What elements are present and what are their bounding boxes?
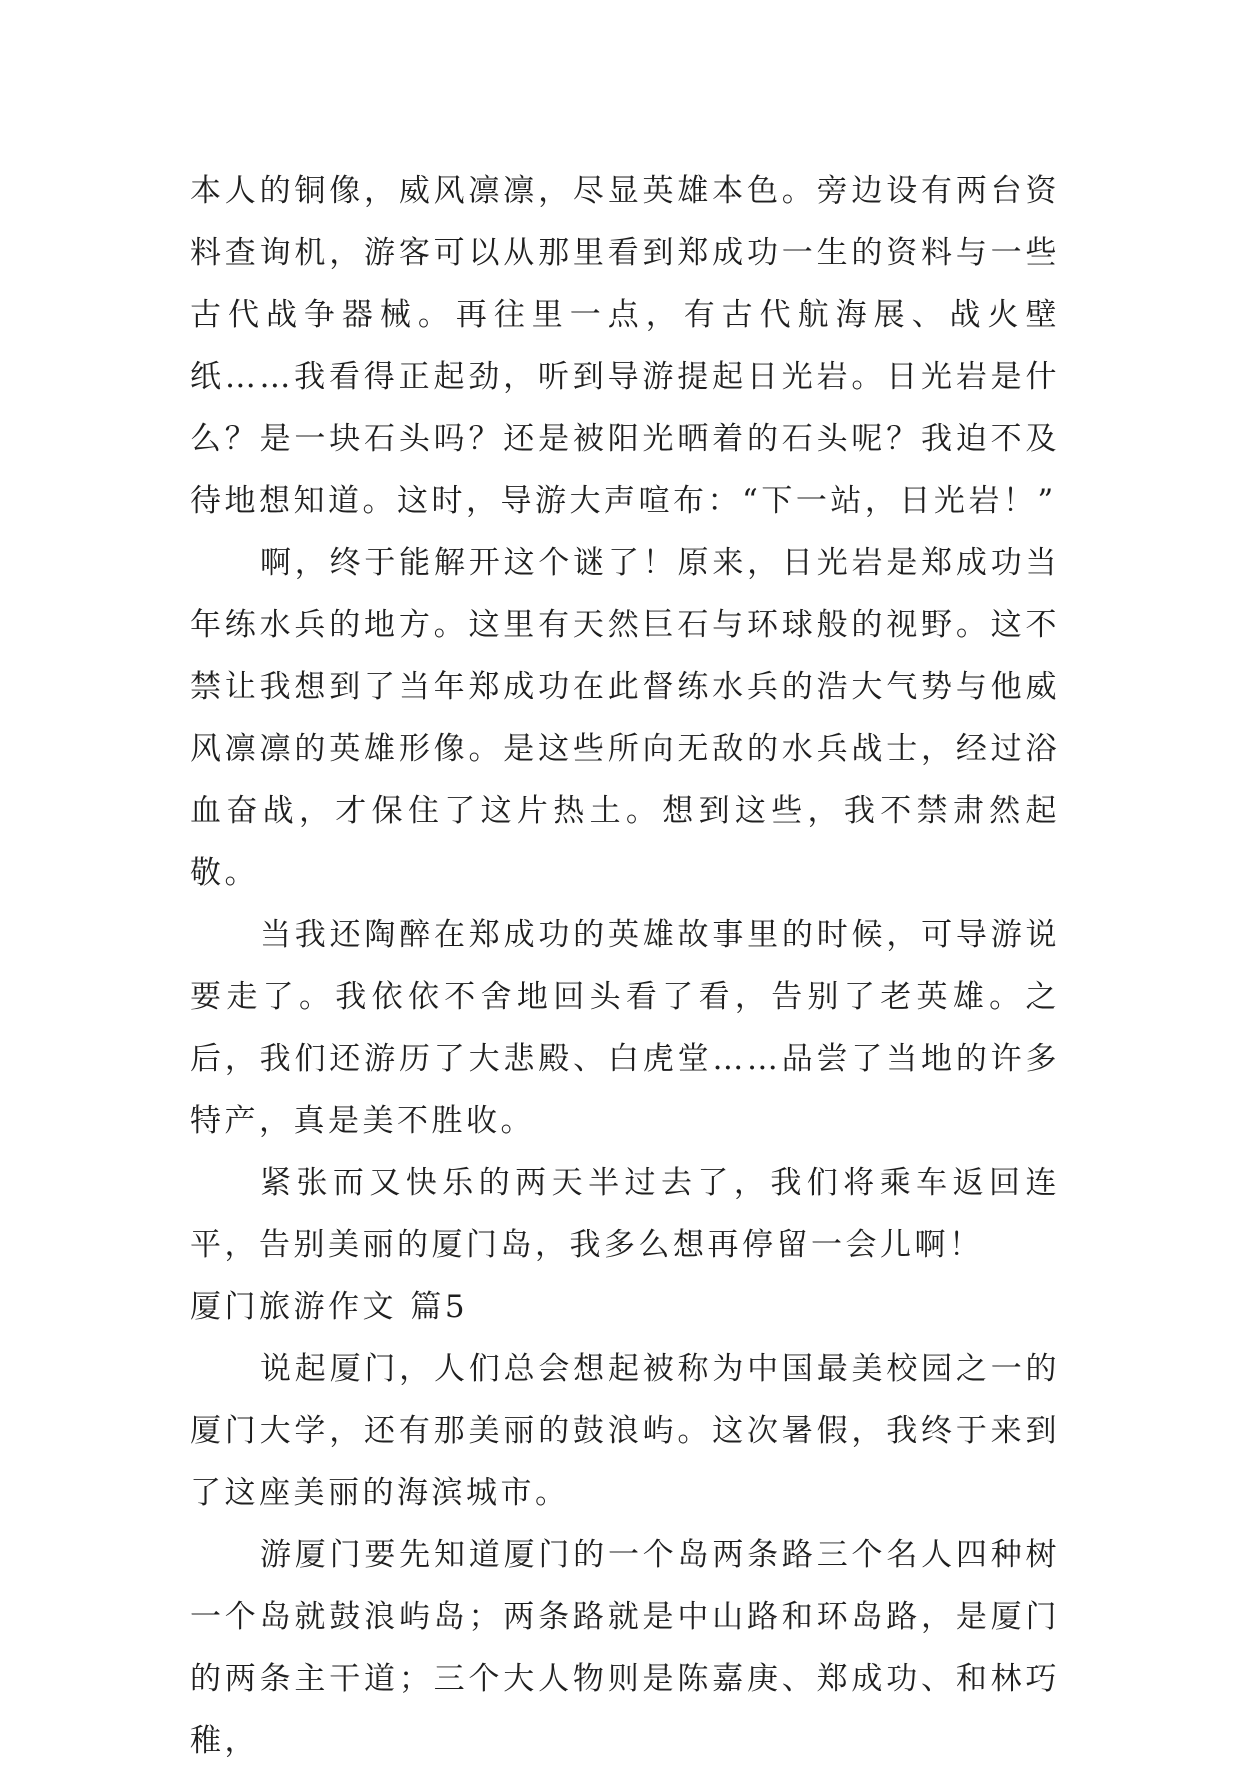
section-heading: 厦门旅游作文 篇5 (190, 1289, 469, 1325)
paragraph-2: 啊，终于能解开这个谜了！原来，日光岩是郑成功当年练水兵的地方。这里有天然巨石与环球般的视野。这不禁让我想到了当年郑成功在此督练水兵的浩大气势与他威风凛凛的英雄形像。是这些所向无敌的水兵战士，经过浴血奋战，才保住了这片热土。想到这些，我不禁肃然起敬。 (190, 545, 1060, 891)
paragraph-5: 说起厦门，人们总会想起被称为中国最美校园之一的厦门大学，还有那美丽的鼓浪屿。这次暑假，我终于来到了这座美丽的海滨城市。 (190, 1351, 1060, 1511)
paragraph-6: 游厦门要先知道厦门的一个岛两条路三个名人四种树一个岛就鼓浪屿岛；两条路就是中山路和环岛路，是厦门的两条主干道；三个大人物则是陈嘉庚、郑成功、和林巧稚， (190, 1537, 1060, 1759)
document-body (190, 160, 1060, 1772)
paragraph-1: 本人的铜像，威风凛凛，尽显英雄本色。旁边设有两台资料查询机，游客可以从那里看到郑成功一生的资料与一些古代战争器械。再往里一点，有古代航海展、战火壁纸……我看得正起劲，听到导游提起日光岩。日光岩是什么？是一块石头吗？还是被阳光晒着的石头呢？我迫不及待地想知道。这时，导游大声喧布：“下一站，日光岩！” (190, 173, 1060, 519)
paragraph-3: 当我还陶醉在郑成功的英雄故事里的时候，可导游说要走了。我依依不舍地回头看了看，告别了老英雄。之后，我们还游历了大悲殿、白虎堂……品尝了当地的许多特产，真是美不胜收。 (190, 917, 1060, 1139)
paragraph-4: 紧张而又快乐的两天半过去了，我们将乘车返回连平，告别美丽的厦门岛，我多么想再停留一会儿啊！ (190, 1165, 1060, 1263)
